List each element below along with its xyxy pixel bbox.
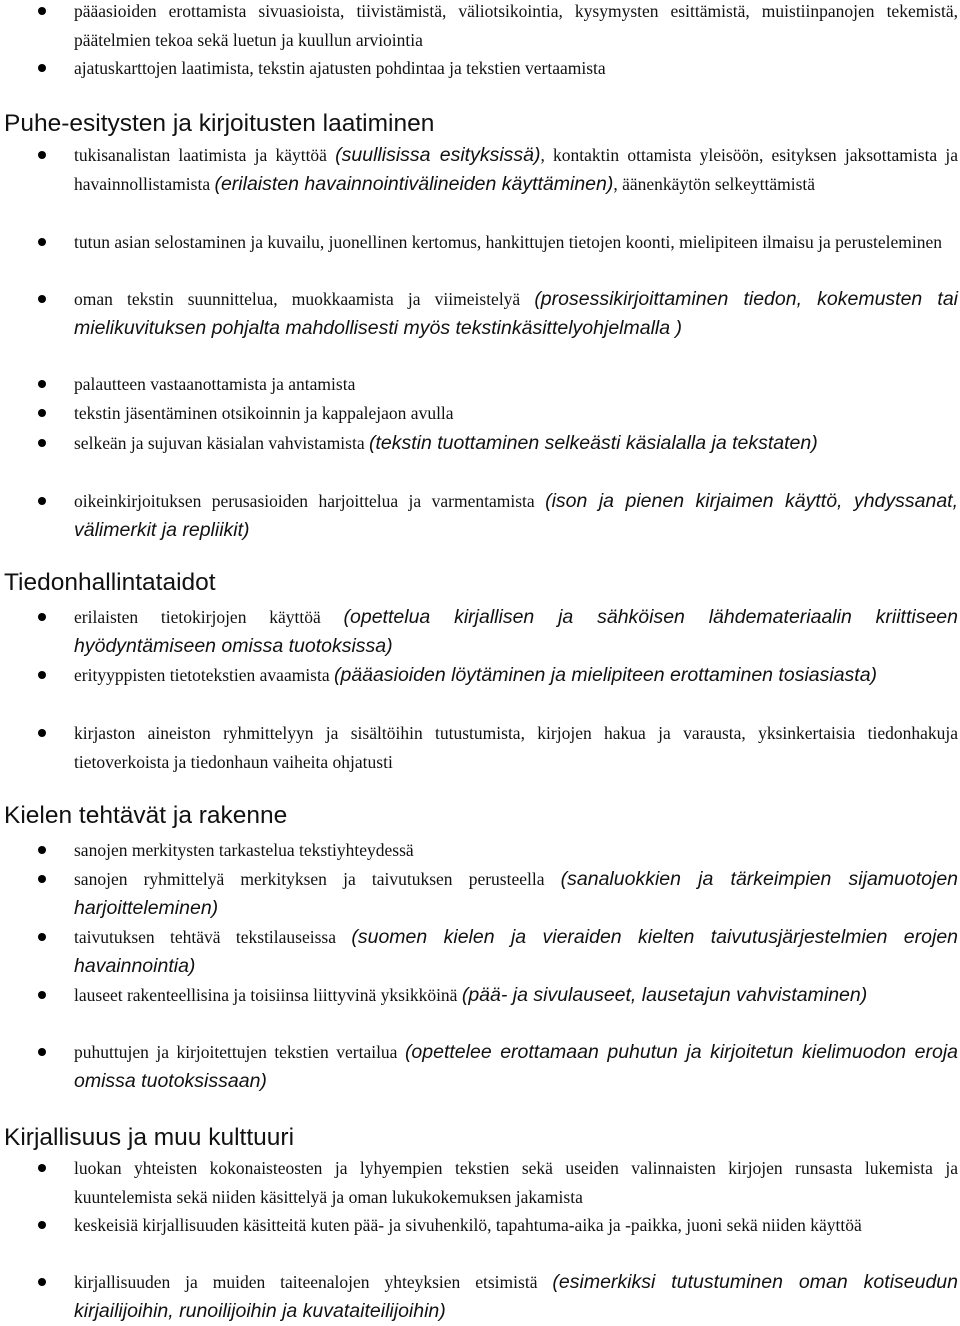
list-item xyxy=(74,54,958,83)
item-text: , äänenkäytön selkeyttämistä xyxy=(613,173,816,194)
list-item xyxy=(74,487,958,544)
bullet-icon xyxy=(38,1278,46,1286)
item-text: puhuttujen ja kirjoitettujen tekstien vertailua xyxy=(74,1042,398,1062)
list-item xyxy=(74,603,958,660)
section-heading: Tiedonhallintataidot xyxy=(4,569,216,596)
list-item xyxy=(74,1268,958,1325)
bullet-icon xyxy=(38,846,46,854)
bullet-icon xyxy=(38,729,46,737)
list-item xyxy=(74,0,958,54)
bullet-icon xyxy=(38,497,46,505)
list-item xyxy=(74,1038,958,1095)
section-heading: Puhe-esitysten ja kirjoitusten laatiminen xyxy=(4,110,435,137)
item-text: tukisanalistan laatimista ja käyttöä xyxy=(74,145,327,165)
item-text: oman tekstin suunnittelua, muokkaamista ja viimeistelyä xyxy=(74,289,521,309)
item-note: (opettelua kirjallisen ja sähköisen lähdemateriaalin kriittiseen hyödyntämiseen omissa tuotoksissa) xyxy=(74,606,958,657)
list-item xyxy=(74,981,958,1010)
item-text: erityyppisten tietotekstien avaamista xyxy=(74,665,330,685)
item-note: (pää- ja sivulauseet, lausetajun vahvistaminen) xyxy=(461,984,868,1006)
bullet-icon xyxy=(38,238,46,246)
item-text: sanojen merkitysten tarkastelua tekstiyhteydessä xyxy=(74,840,414,860)
list-item xyxy=(74,719,958,776)
item-text: tutun asian selostaminen ja kuvailu, juonellinen kertomus, hankittujen tietojen koonti, mielipiteen ilmaisu ja perusteleminen xyxy=(74,232,943,252)
list-item xyxy=(74,661,958,690)
list-item xyxy=(74,1154,958,1211)
list-item xyxy=(74,370,958,399)
item-note: (suullisissa esityksissä) xyxy=(335,144,541,166)
bullet-icon xyxy=(38,1221,46,1229)
item-text: erilaisten tietokirjojen käyttöä xyxy=(74,607,321,627)
item-note: (erilaisten havainnointivälineiden käyttäminen) xyxy=(214,172,614,195)
item-note: (ison ja pienen kirjaimen käyttö, yhdyssanat, välimerkit ja repliikit) xyxy=(74,490,959,541)
item-note: (pääasioiden löytäminen ja mielipiteen erottaminen tosiasiasta) xyxy=(334,664,878,686)
item-text: ajatuskarttojen laatimista, tekstin ajatusten pohdintaa ja tekstien vertaamista xyxy=(74,58,606,78)
item-text: pääasioiden erottamista sivuasioista, tiivistämistä, väliotsikointia, kysymysten esittämistä, muistiinpanojen tekemistä, päätelmien tekoa sekä luetun ja kuullun arviointia xyxy=(74,1,958,50)
item-text: keskeisiä kirjallisuuden käsitteitä kuten pää- ja sivuhenkilö, tapahtuma-aika ja -paikka, juoni sekä niiden käyttöä xyxy=(74,1215,862,1235)
item-text: palautteen vastaanottamista ja antamista xyxy=(74,374,356,394)
bullet-icon xyxy=(38,151,46,159)
list-item xyxy=(74,1211,958,1240)
item-text: sanojen ryhmittelyä merkityksen ja taivutuksen perusteella xyxy=(74,869,545,889)
list-item xyxy=(74,429,958,458)
section-heading: Kielen tehtävät ja rakenne xyxy=(4,802,288,829)
bullet-icon xyxy=(38,613,46,621)
bullet-icon xyxy=(38,1164,46,1172)
item-text: taivutuksen tehtävä tekstilauseissa xyxy=(74,927,337,947)
bullet-icon xyxy=(38,671,46,679)
item-note: (tekstin tuottaminen selkeästi käsialalla ja tekstaten) xyxy=(369,432,818,454)
bullet-icon xyxy=(38,991,46,999)
bullet-icon xyxy=(38,409,46,417)
item-note: (opettelee erottamaan puhutun ja kirjoitetun kielimuodon eroja omissa tuotoksissaan) xyxy=(74,1041,958,1092)
item-note: (esimerkiksi tutustuminen oman kotiseudun kirjailijoihin, runoilijoihin ja kuvataiteilijoihin) xyxy=(74,1271,959,1322)
list-item xyxy=(74,228,958,257)
bullet-icon xyxy=(38,380,46,388)
list-item xyxy=(74,285,958,342)
item-note: (sanaluokkien ja tärkeimpien sijamuotojen harjoitteleminen) xyxy=(74,868,959,919)
item-text: lauseet rakenteellisina ja toisiinsa liittyvinä yksikköinä xyxy=(74,985,458,1005)
list-item xyxy=(74,865,958,922)
item-text: kirjaston aineiston ryhmittelyyn ja sisältöihin tutustumista, kirjojen hakua ja varausta, yksinkertaisia tiedonhakuja tietoverkoista ja tiedonhaun vaiheita ohjatusti xyxy=(74,723,958,772)
item-text: selkeän ja sujuvan käsialan vahvistamista xyxy=(74,433,365,453)
list-item xyxy=(74,836,958,865)
bullet-icon xyxy=(38,875,46,883)
bullet-icon xyxy=(38,439,46,447)
bullet-icon xyxy=(38,295,46,303)
bullet-icon xyxy=(38,7,46,15)
item-text: tekstin jäsentäminen otsikoinnin ja kappalejaon avulla xyxy=(74,403,454,423)
item-text: oikeinkirjoituksen perusasioiden harjoittelua ja varmentamista xyxy=(74,491,535,511)
bullet-icon xyxy=(38,64,46,72)
item-note: (prosessikirjoittaminen tiedon, kokemusten tai mielikuvituksen pohjalta mahdollisesti myös tekstinkäsittelyohjelmalla ) xyxy=(74,288,959,339)
item-text: luokan yhteisten kokonaisteosten ja lyhyempien tekstien sekä useiden valinnaisten kirjojen runsasta lukemista ja kuuntelemista sekä niiden käsittelyä ja oman lukukokemuksen jakamista xyxy=(74,1158,958,1207)
section-heading: Kirjallisuus ja muu kulttuuri xyxy=(4,1124,295,1151)
bullet-icon xyxy=(38,1048,46,1056)
item-note: (suomen kielen ja vieraiden kielten taivutusjärjestelmien erojen havainnointia) xyxy=(74,926,959,977)
list-item xyxy=(74,399,958,428)
list-item xyxy=(74,141,958,198)
bullet-icon xyxy=(38,933,46,941)
list-item xyxy=(74,923,958,980)
item-text: , kontaktin ottamista yleisöön, esityksen jaksottamista ja havainnollistamista xyxy=(74,145,959,194)
item-text: kirjallisuuden ja muiden taiteenalojen yhteyksien etsimistä xyxy=(74,1272,538,1292)
